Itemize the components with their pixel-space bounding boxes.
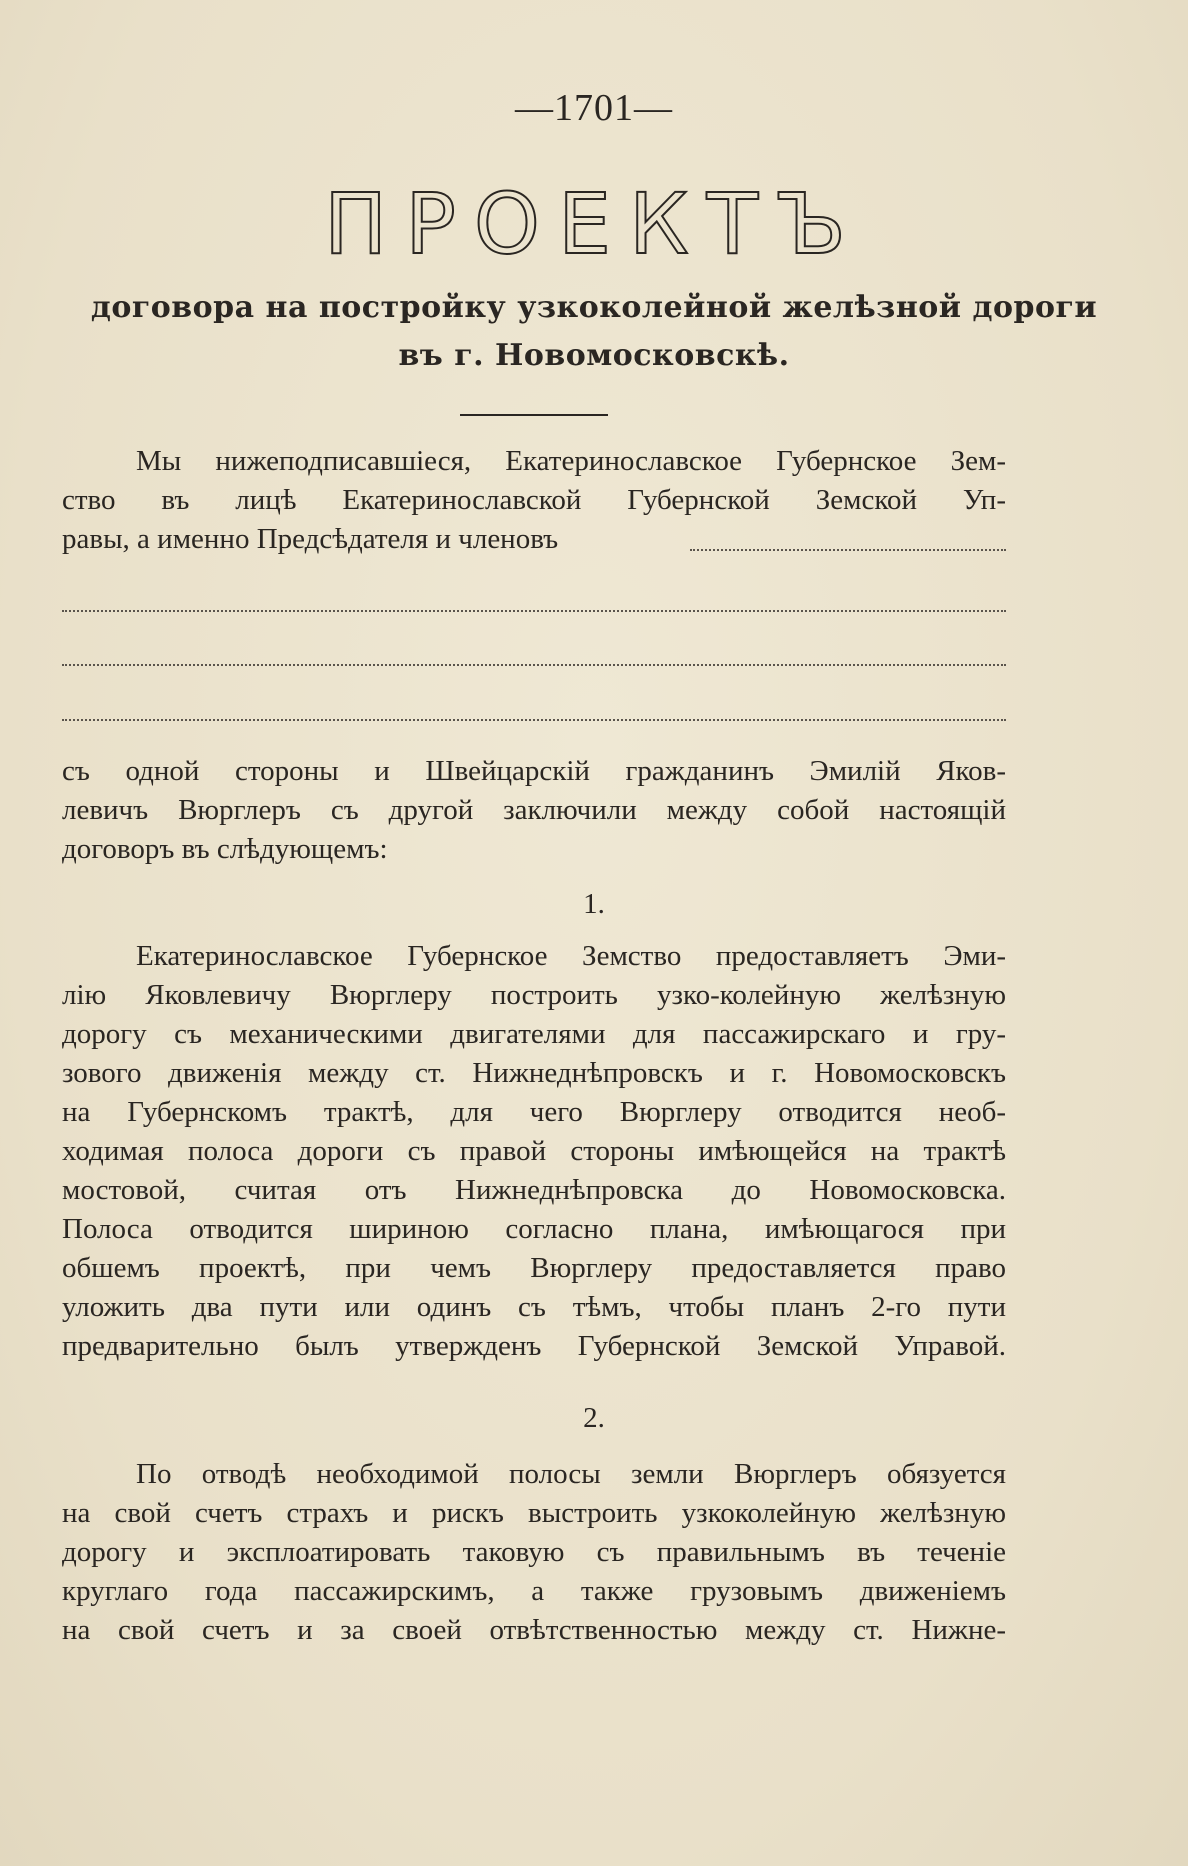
text-line: круглаго года пассажирскимъ, а также грузовымъ движеніемъ bbox=[62, 1575, 1006, 1607]
section-2-text bbox=[62, 1455, 1006, 1650]
blank-fill-line bbox=[62, 610, 1006, 612]
text-line: лію Яковлевичу Вюрглеру построить узко-колейную желѣзную bbox=[62, 979, 1006, 1011]
text-line: зового движенія между ст. Нижнеднѣпровскъ и г. Новомосковскъ bbox=[62, 1057, 1006, 1089]
text-line: равы, а именно Предсѣдателя и членовъ bbox=[62, 523, 559, 555]
blank-fill-line bbox=[62, 664, 1006, 666]
text-line: ходимая полоса дороги съ правой стороны имѣющейся на трактѣ bbox=[62, 1135, 1006, 1167]
section-number-1: 1. bbox=[583, 888, 605, 920]
text-line: Екатеринославское Губернское Земство предоставляетъ Эми- bbox=[136, 940, 1006, 972]
text-line: По отводѣ необходимой полосы земли Вюрглеръ обязуется bbox=[136, 1458, 1006, 1490]
text-line: уложить два пути или одинъ съ тѣмъ, чтобы планъ 2-го пути bbox=[62, 1291, 1006, 1323]
text-line: дорогу и эксплоатировать таковую съ правильнымъ въ теченіе bbox=[62, 1536, 1006, 1568]
text-line: на свой счетъ и за своей отвѣтственностью между ст. Нижне- bbox=[62, 1614, 1006, 1646]
text-line: на свой счетъ страхъ и рискъ выстроить узкоколейную желѣзную bbox=[62, 1497, 1006, 1529]
text-line: ство въ лицѣ Екатеринославской Губернской Земской Уп- bbox=[62, 484, 1006, 516]
text-line: предварительно былъ утвержденъ Губернской Земской Управой. bbox=[62, 1330, 1006, 1362]
section-1-text bbox=[62, 937, 1006, 1366]
blank-fill-line bbox=[690, 549, 1006, 551]
text-line: съ одной стороны и Швейцарскій гражданинъ Эмилій Яков- bbox=[62, 755, 1006, 787]
paragraph-parties-intro bbox=[62, 442, 1006, 559]
subtitle-line-2: въ г. Новомосковскѣ. bbox=[398, 338, 790, 373]
text-line: на Губернскомъ трактѣ, для чего Вюрглеру отводится необ- bbox=[62, 1096, 1006, 1128]
text-line: мостовой, считая отъ Нижнеднѣпровска до Новомосковска. bbox=[62, 1174, 1006, 1206]
document-title: ПРОЕКТЪ bbox=[324, 175, 864, 273]
section-number-2: 2. bbox=[583, 1402, 605, 1434]
text-line: левичъ Вюрглеръ съ другой заключили между собой настоящій bbox=[62, 794, 1006, 826]
blank-fill-line bbox=[62, 719, 1006, 721]
subtitle-line-1: договора на постройку узкоколейной желѣзной дороги bbox=[90, 290, 1098, 325]
text-line: Полоса отводится шириною согласно плана, имѣющагося при bbox=[62, 1213, 1006, 1245]
title-divider bbox=[460, 414, 608, 416]
text-line: договоръ въ слѣдующемъ: bbox=[62, 833, 388, 865]
text-line: дорогу съ механическими двигателями для пассажирскаго и гру- bbox=[62, 1018, 1006, 1050]
text-line: обшемъ проектѣ, при чемъ Вюрглеру предоставляется право bbox=[62, 1252, 1006, 1284]
paragraph-parties-conclusion bbox=[62, 752, 1006, 869]
page-number: —1701— bbox=[515, 87, 673, 129]
text-line: Мы нижеподписавшіеся, Екатеринославское Губернское Зем- bbox=[136, 445, 1006, 477]
